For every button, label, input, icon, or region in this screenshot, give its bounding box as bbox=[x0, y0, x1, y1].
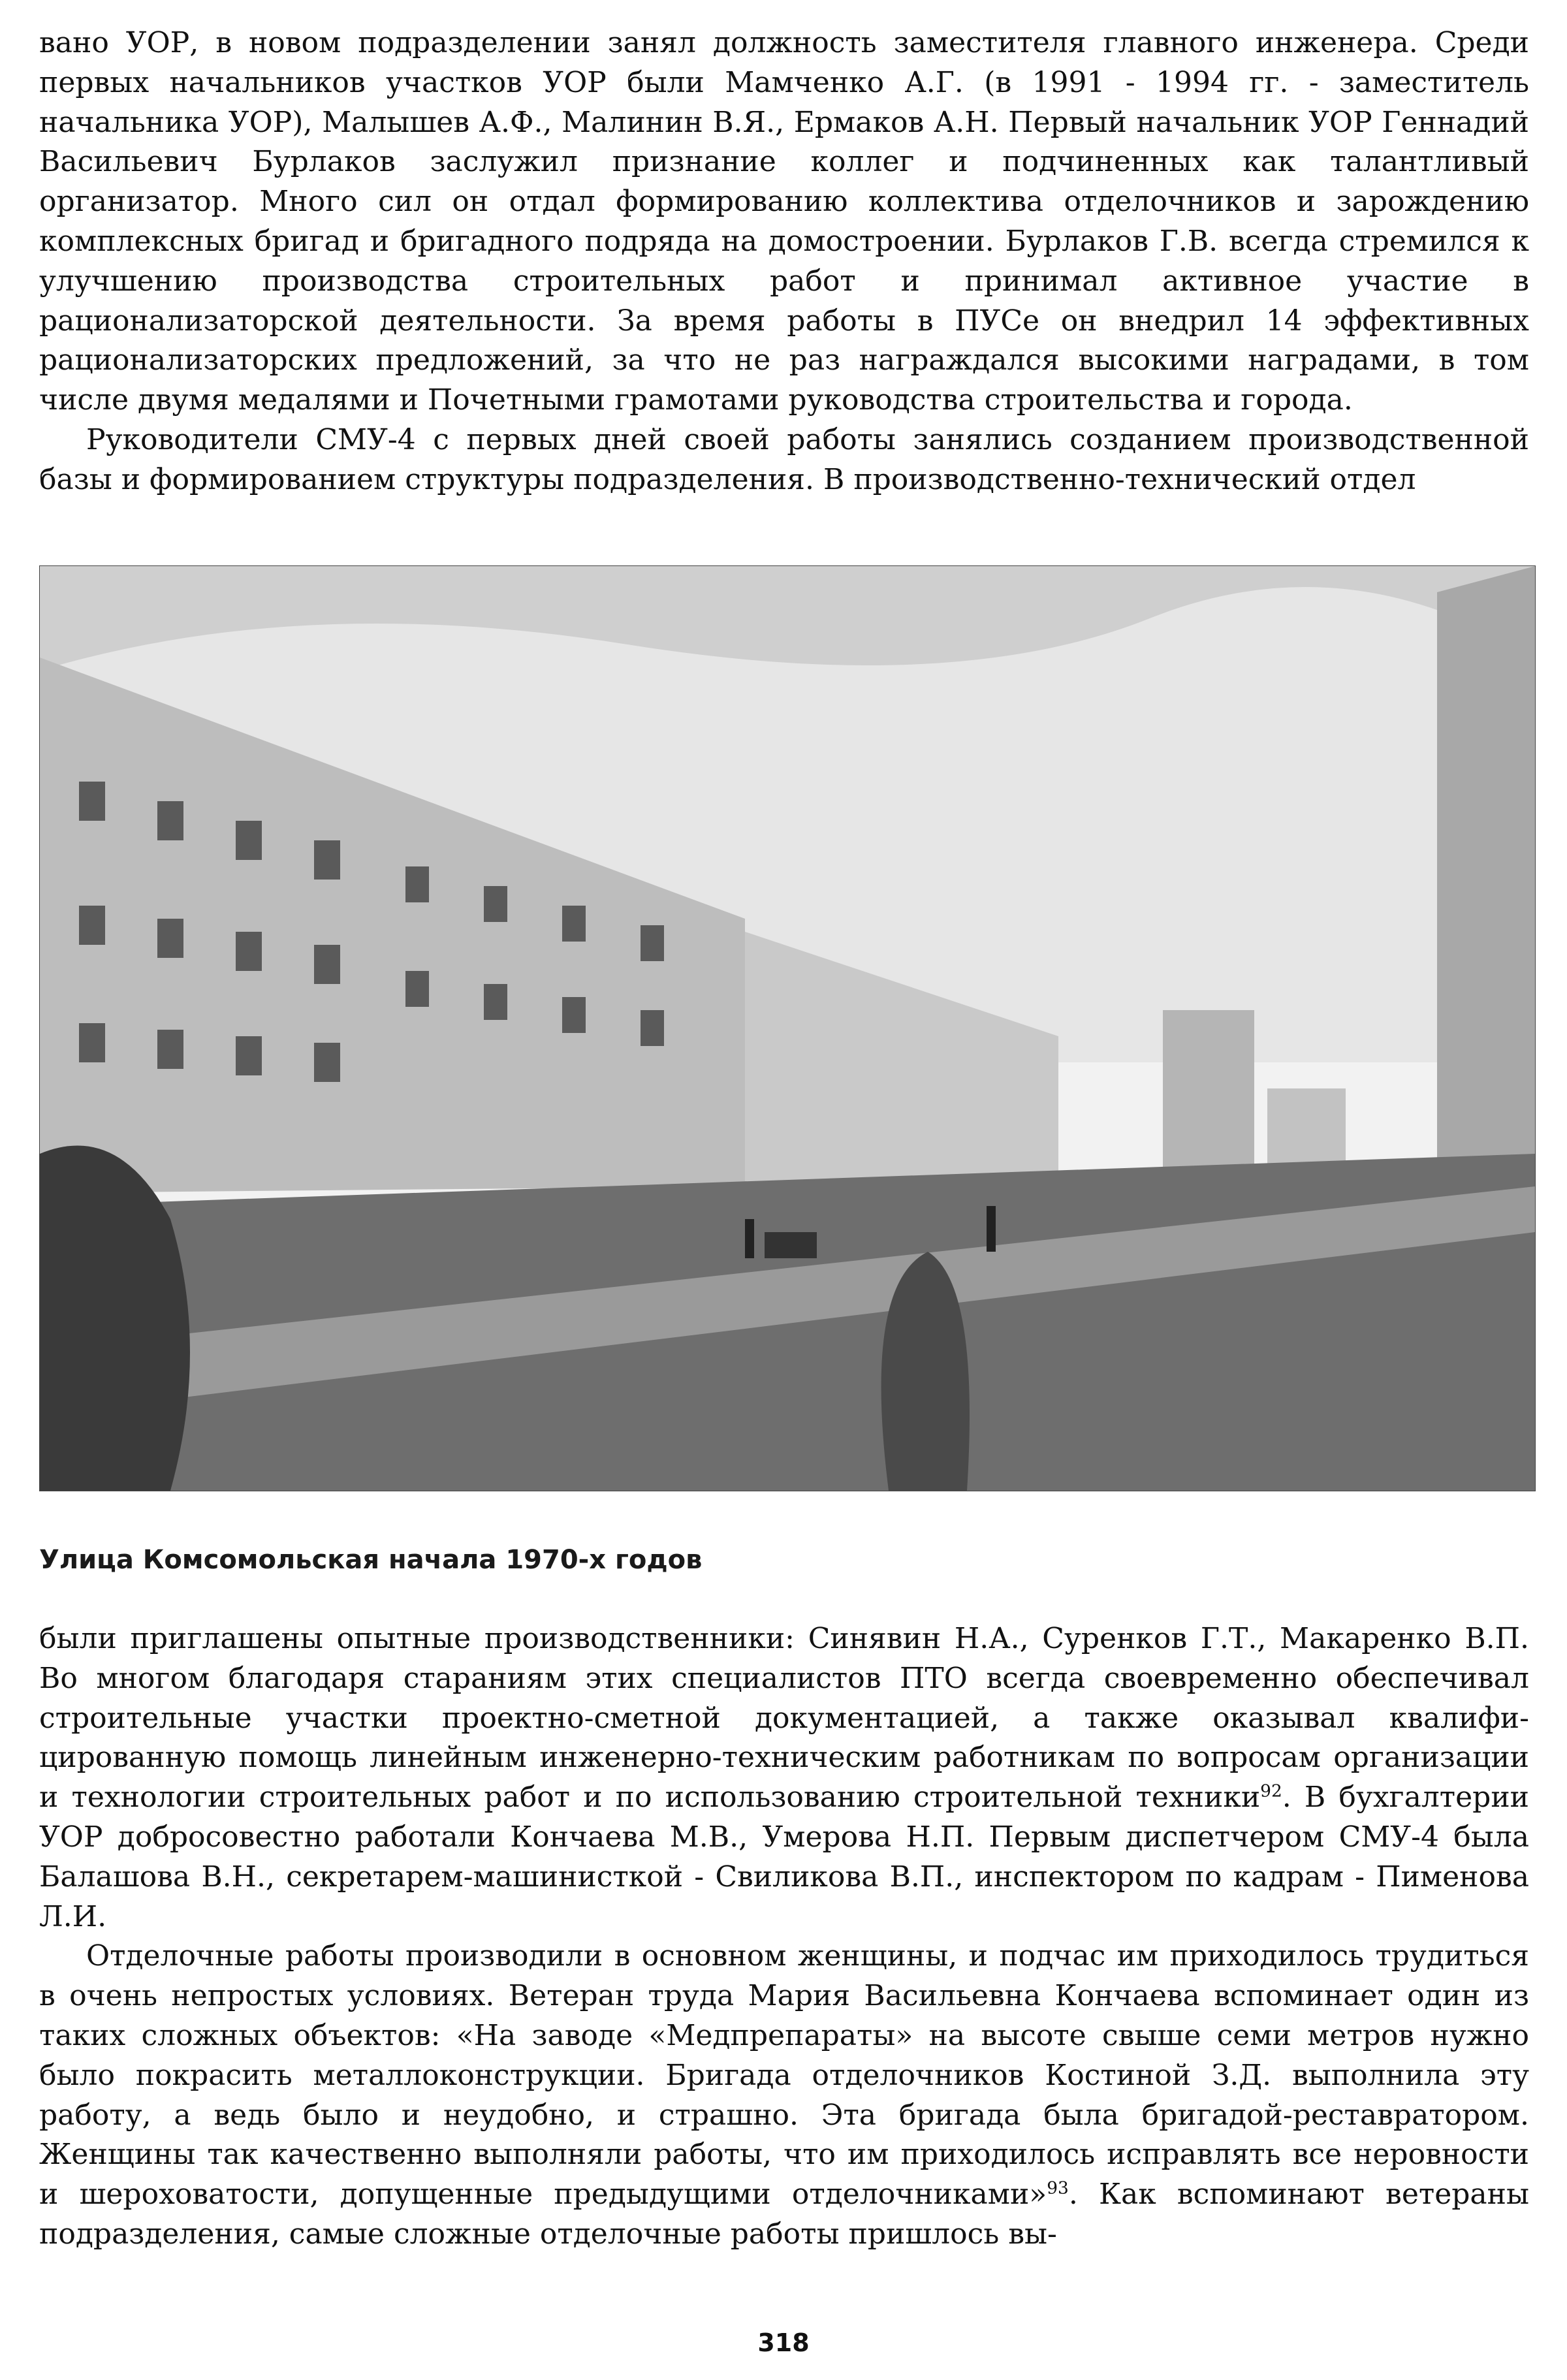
building-right bbox=[1437, 566, 1535, 1226]
paragraph-finishing-text: Отделочные работы производили в основном женщины, и подчас им приходилось трудиться в очень непростых условиях. Ветеран труда Мария Васильевна Кончаева вспоминает один из таких сложных объектов: «На заводе «Медпрепараты» на высоте свыше семи метров нужно было покрасить металлоконструкции. Бригада отделочников Костиной З.Д. выполнила эту работу, а ведь было и неудобно, и страшно. Эта бригада была бригадой-реставратором. Женщины так качественно выполняли работы, что им приходилось исправлять все неровности и шероховатости, допущенные предыдущими отделочниками» bbox=[39, 1939, 1529, 2212]
paragraph-continuation: вано УОР, в новом подразделении занял должность заместителя главного инженера. Среди первых начальников участков УОР были Мамченко А.Г. (в 1991 - 1994 гг. - заместитель начальника УОР), Малышев А.Ф., Малинин В.Я., Ермаков А.Н. Первый начальник УОР Геннадий Васильевич Бурлаков заслужил признание коллег и подчиненных как талантливый организатор. Много сил он отдал формированию коллектива отделочников и зарождению комплексных бригад и бригадного подряда на домостроении. Бурлаков Г.В. всегда стремился к улучшению производства строительных работ и принимал активное участие в рационализаторской деятельности. За время работы в ПУСе он внедрил 14 эффективных рационализаторских предложений, за что не раз награждался высокими наградами, в том числе двумя медалями и Почетными грамотами руководства строительства и города. bbox=[39, 26, 1529, 417]
photo-caption: Улица Комсомольская начала 1970-х годов bbox=[39, 1545, 703, 1575]
footnote-ref-92[interactable]: 92 bbox=[1260, 1781, 1282, 1801]
paragraph-finishing-text-after: . Как вспоминают ветераны подразделения, самые сложные отделочные работы пришлось вы- bbox=[39, 2178, 1529, 2251]
text-block-bottom bbox=[39, 1619, 1529, 2255]
paragraph-smu4-leaders: Руководители СМУ-4 с первых дней своей работы занялись созданием производственной базы и формированием структуры подразделения. В производственно-технический отдел bbox=[39, 422, 1529, 496]
street-photo-illustration bbox=[40, 566, 1535, 1491]
pedestrian-2 bbox=[987, 1206, 996, 1252]
paragraph-pto-staff bbox=[39, 1619, 1529, 1937]
paragraph-finishing-works bbox=[39, 1937, 1529, 2254]
paragraph-pto-text-after: . В бухгалтерии УОР добросовестно работали Кончаева М.В., Умерова Н.П. Первым диспетчером СМУ-4 была Балашова В.Н., секретарем-машинисткой - Свиликова В.П., инспектором по кадрам - Пименова Л.И. bbox=[39, 1781, 1529, 1933]
paragraph-pto-text: были приглашены опытные производственники: Синявин Н.А., Суренков Г.Т., Макаренко В.П. Во многом благодаря стараниям этих специалистов ПТО всегда своевременно обеспечивал строительные участки проектно-сметной документацией, а также оказывал квалифицированную помощь линейным инженерно-техническим работникам по вопросам организации и технологии строительных работ и по использованию строительной техники bbox=[39, 1622, 1529, 1815]
page-number: 318 bbox=[757, 2328, 810, 2357]
text-block-top bbox=[39, 24, 1529, 500]
pedestrian bbox=[745, 1219, 754, 1258]
street-photo bbox=[39, 565, 1536, 1491]
pram bbox=[765, 1232, 817, 1258]
tree-left bbox=[40, 1146, 190, 1491]
footnote-ref-93[interactable]: 93 bbox=[1047, 2178, 1069, 2198]
